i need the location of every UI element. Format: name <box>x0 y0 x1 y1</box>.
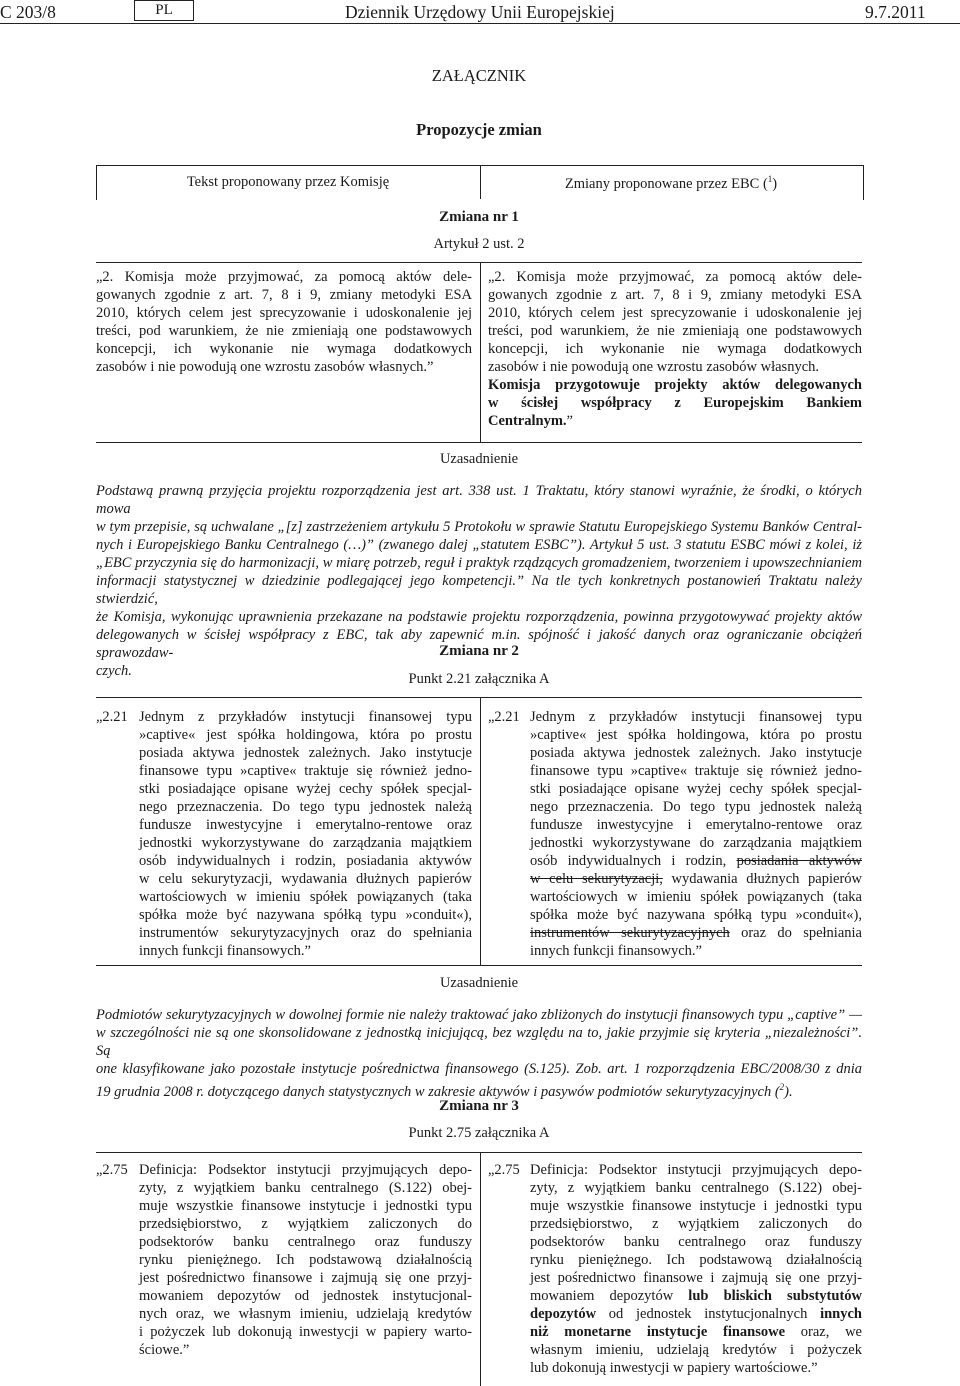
text-line: Podmiotów sekurytyzacyjnych w dowolnej formie nie należy traktować jako zbliżonych do instytucji finansowych typu „captive” — <box>96 1007 862 1023</box>
text-line <box>530 1323 862 1341</box>
text-line: zyty, z wyjątkiem banku centralnego (S.122) obej- <box>139 1180 472 1196</box>
text-line: w szczególności nie są one skonsolidowane z jednostką inicjującą, bez względu na to, jakie przyjmie się kryteria „niezależności”. Są <box>96 1025 862 1059</box>
text-line: osób indywidualnych i rodzin, posiadania aktywów <box>139 853 472 869</box>
text-line: jest pośrednictwo finansowe i zajmują się one przyj- <box>139 1270 472 1286</box>
deleted-text: w celu sekurytyzacji, <box>530 871 663 887</box>
text-line: one klasyfikowane jako pozostałe instytucje pośrednictwa finansowego (S.125). Zob. art. 1 rozporządzenia EBC/2008/30 z dnia <box>96 1061 862 1077</box>
annex-heading: ZAŁĄCZNIK <box>431 66 527 85</box>
text-line: koncepcji, ich wykonanie nie wymaga dodatkowych <box>488 341 862 357</box>
text-run: wydawania dłużnych papierów <box>662 871 862 887</box>
text-line: 2010, których celem jest sprecyzowanie i udoskonalenie jej <box>96 305 472 321</box>
text-line: i pożyczek lub dokonują inwestycji w papiery warto- <box>139 1324 472 1340</box>
text-line: w tym przepisie, są uchwalane „[z] zastrzeżeniem artykułu 5 Protokołu w sprawie Statutu Europejskiego Systemu Banków Central- <box>96 519 862 535</box>
column-right-header: Zmiany proponowane przez EBC ($^1$) <box>564 174 778 192</box>
amendment-2-top-rule <box>96 697 862 698</box>
text-line: czych. <box>96 663 132 679</box>
text-line: treści, pod warunkiem, że nie zmieniają one podstawowych <box>96 323 472 339</box>
amendment-1-col-separator <box>480 262 481 442</box>
text-line: nych oraz, we własnym imieniu, udzielają kredytów <box>139 1306 472 1322</box>
text-line: spółka może być nazywana spółką typu »conduit«), <box>139 907 472 923</box>
column-left-header: Tekst proponowany przez Komisję <box>186 174 390 190</box>
text-line <box>530 924 862 942</box>
text-line: nego przeznaczenia. Do tego typu jednostek należą <box>530 799 862 815</box>
text-line: innych funkcji finansowych.” <box>530 943 702 959</box>
text-line: lub dokonują inwestycji w papiery wartościowe.” <box>530 1360 818 1376</box>
text-line: »captive« jest spółka holdingowa, która po prostu <box>139 727 472 743</box>
amendment-1-commission-text <box>96 268 472 376</box>
amendment-2-commission-text <box>139 708 472 960</box>
publication-date: 9.7.2011 <box>865 2 926 22</box>
text-line: posiada aktywa jednostek zależnych. Jako instytucje <box>530 745 862 761</box>
proposals-title: Propozycje zmian <box>416 120 542 139</box>
amendment-3-right-number: „2.75 <box>488 1162 520 1178</box>
text-line: Podstawą prawną przyjęcia projektu rozporządzenia jest art. 338 ust. 1 Traktatu, który stanowi wyraźnie, że środki, o których mowa <box>96 483 862 517</box>
amendment-3-ref: Punkt 2.75 załącznika A <box>408 1125 550 1141</box>
amendment-2-bottom-rule <box>96 965 862 966</box>
text-line: wartościowych w imieniu spółek powiązanych (taka <box>530 889 862 905</box>
text-line: Komisja przygotowuje projekty aktów delegowanych <box>488 377 862 393</box>
amendment-3-col-separator <box>480 1152 481 1386</box>
text-line: podsektorów banku centralnego oraz funduszy <box>530 1234 862 1250</box>
text-line <box>530 852 862 870</box>
header-rule <box>0 23 960 24</box>
text-line: własnym imieniu, udzielają kredytów i pożyczek <box>530 1342 862 1358</box>
text-line: stki posiadające opisane wyżej cechy spółek specjal- <box>530 781 862 797</box>
text-line: zasobów i nie powodują one wzrostu zasobów własnych.” <box>96 359 434 375</box>
text-run: ). <box>784 1083 793 1100</box>
text-run: 19 grudnia 2008 r. dotyczącego danych statystycznych w zakresie aktywów i pasywów podmiotów sekurytyzacyjnych ( <box>96 1083 780 1100</box>
text-line: muje wszystkie finansowe instytucje i jednostki typu <box>139 1198 472 1214</box>
page-ref: C 203/8 <box>0 2 56 22</box>
amendment-2-title: Zmiana nr 2 <box>439 643 519 659</box>
text-line: podsektorów banku centralnego oraz funduszy <box>139 1234 472 1250</box>
amendment-2-left-number: „2.21 <box>96 709 128 725</box>
text-line <box>530 1305 862 1323</box>
text-line: muje wszystkie finansowe instytucje i jednostki typu <box>530 1198 862 1214</box>
text-line: stki posiadające opisane wyżej cechy spółek specjal- <box>139 781 472 797</box>
added-text: Centralnym. <box>488 413 567 429</box>
text-line: Jednym z przykładów instytucji finansowej typu <box>530 709 862 725</box>
amendment-1-top-rule <box>96 262 862 263</box>
added-text: niż monetarne instytucje finansowe <box>530 1324 786 1340</box>
added-text: depozytów <box>530 1306 597 1322</box>
footnote-ref: 2 <box>779 1082 785 1092</box>
text-line: „EBC przyczynia się do harmonizacji, w miarę potrzeb, reguł i praktyk rządzących gromadzeniem, tworzeniem i upowszechnianiem <box>96 555 862 571</box>
amendment-1-title: Zmiana nr 1 <box>439 209 519 225</box>
amendment-1-ref: Artykuł 2 ust. 2 <box>433 236 525 252</box>
amendment-2-right-number: „2.21 <box>488 709 520 725</box>
text-line: finansowe typu »captive« traktuje się również jedno- <box>139 763 472 779</box>
text-line: Jednym z przykładów instytucji finansowej typu <box>139 709 472 725</box>
text-line: rynku pieniężnego. Ich podstawową działalnością <box>139 1252 472 1268</box>
amendment-2-col-separator <box>480 697 481 965</box>
text-line: przedsiębiorstwo, z wyjątkiem zaliczonych do <box>530 1216 862 1232</box>
text-line: »captive« jest spółka holdingowa, która po prostu <box>530 727 862 743</box>
amendment-1-justification-title: Uzasadnienie <box>439 451 519 467</box>
text-line: „2. Komisja może przyjmować, za pomocą aktów dele- <box>488 269 862 285</box>
text-line: zyty, z wyjątkiem banku centralnego (S.122) obej- <box>530 1180 862 1196</box>
text-line: spółka może być nazywana spółką typu »conduit«), <box>530 907 862 923</box>
text-line: fundusze inwestycyjne i emerytalno-rentowe oraz <box>139 817 472 833</box>
text-line: jednostki wykorzystywane do zarządzania majątkiem <box>139 835 472 851</box>
text-line: Definicja: Podsektor instytucji przyjmujących depo- <box>530 1162 862 1178</box>
amendment-2-justification-title: Uzasadnienie <box>439 975 519 991</box>
text-line: jednostki wykorzystywane do zarządzania majątkiem <box>530 835 862 851</box>
amendment-3-left-number: „2.75 <box>96 1162 128 1178</box>
text-line: treści, pod warunkiem, że nie zmieniają one podstawowych <box>488 323 862 339</box>
text-line: informacji statystycznej w dziedzinie podlegającej jego kompetencji.” Na tle tych konkretnych postanowień Traktatu należy stwierdzić, <box>96 573 862 607</box>
text-line: nych i Europejskiego Banku Centralnego (…)” (zwanego dalej „statutem ESBC”). Artykuł 5 ust. 3 statutu ESBC mówi z kolei, iż <box>96 537 862 553</box>
amendment-2-justification <box>96 1006 862 1101</box>
text-line: gowanych zgodnie z art. 7, 8 i 9, zmiany metodyki ESA <box>96 287 472 303</box>
text-line: że Komisja, wykonując uprawnienia przekazane na podstawie projektu rozporządzenia, powinna przygotowywać projekty aktów <box>96 609 862 625</box>
text-line: innych funkcji finansowych.” <box>139 943 311 959</box>
deleted-text: posiadania aktywów <box>736 853 862 869</box>
text-run: osób indywidualnych i rodzin, <box>530 853 737 869</box>
text-line: Definicja: Podsektor instytucji przyjmujących depo- <box>139 1162 472 1178</box>
amendment-2-ref: Punkt 2.21 załącznika A <box>408 671 550 687</box>
text-line: w ścisłej współpracy z Europejskim Bankiem <box>488 395 862 411</box>
text-line <box>530 1287 862 1305</box>
amendment-1-bottom-rule <box>96 442 862 443</box>
text-line: gowanych zgodnie z art. 7, 8 i 9, zmiany metodyki ESA <box>488 287 862 303</box>
text-run: mowaniem depozytów <box>530 1288 689 1304</box>
language-badge: PL <box>134 0 194 21</box>
text-line: fundusze inwestycyjne i emerytalno-rentowe oraz <box>530 817 862 833</box>
text-line: instrumentów sekurytyzacyjnych oraz do spełniania <box>139 925 472 941</box>
text-line <box>530 870 862 888</box>
text-line <box>488 412 862 430</box>
amendment-2-ecb-text <box>530 708 862 960</box>
amendment-3-top-rule <box>96 1152 862 1153</box>
text-run: oraz do spełniania <box>729 925 862 941</box>
text-line: posiada aktywa jednostek zależnych. Jako instytucje <box>139 745 472 761</box>
text-line: delegowanych w ścisłej współpracy z EBC, tak aby zapewnić m.in. spójność i jakość danych oraz ograniczanie obciążeń sprawozdaw- <box>96 627 862 661</box>
amendment-3-commission-text <box>139 1161 472 1359</box>
text-line: 2010, których celem jest sprecyzowanie i udoskonalenie jej <box>488 305 862 321</box>
text-line: mowaniem depozytów od jednostek instytucjonal- <box>139 1288 472 1304</box>
text-line: wartościowych w imieniu spółek powiązanych (taka <box>139 889 472 905</box>
text-line: „2. Komisja może przyjmować, za pomocą aktów dele- <box>96 269 472 285</box>
added-text: innych <box>820 1306 862 1322</box>
added-text: lub bliskich substytutów <box>688 1288 862 1304</box>
text-line: w celu sekurytyzacji, wydawania dłużnych papierów <box>139 871 472 887</box>
text-line: finansowe typu »captive« traktuje się również jedno- <box>530 763 862 779</box>
text-run: ” <box>566 413 573 429</box>
text-line: ściowe.” <box>139 1342 190 1358</box>
text-line: koncepcji, ich wykonanie nie wymaga dodatkowych <box>96 341 472 357</box>
text-run: od jednostek instytucjonalnych <box>596 1306 821 1322</box>
text-line: rynku pieniężnego. Ich podstawową działalnością <box>530 1252 862 1268</box>
text-line: zasobów i nie powodują one wzrostu zasobów własnych. <box>488 359 820 375</box>
amendment-3-title: Zmiana nr 3 <box>439 1098 519 1114</box>
deleted-text: instrumentów sekurytyzacyjnych <box>530 925 730 941</box>
amendment-1-ecb-text <box>488 268 862 430</box>
text-run: oraz, we <box>785 1324 862 1340</box>
text-line: przedsiębiorstwo, z wyjątkiem zaliczonych do <box>139 1216 472 1232</box>
text-line: nego przeznaczenia. Do tego typu jednostek należą <box>139 799 472 815</box>
journal-title: Dziennik Urzędowy Unii Europejskiej <box>345 2 615 22</box>
text-line: jest pośrednictwo finansowe i zajmują się one przyj- <box>530 1270 862 1286</box>
amendment-3-ecb-text <box>530 1161 862 1377</box>
